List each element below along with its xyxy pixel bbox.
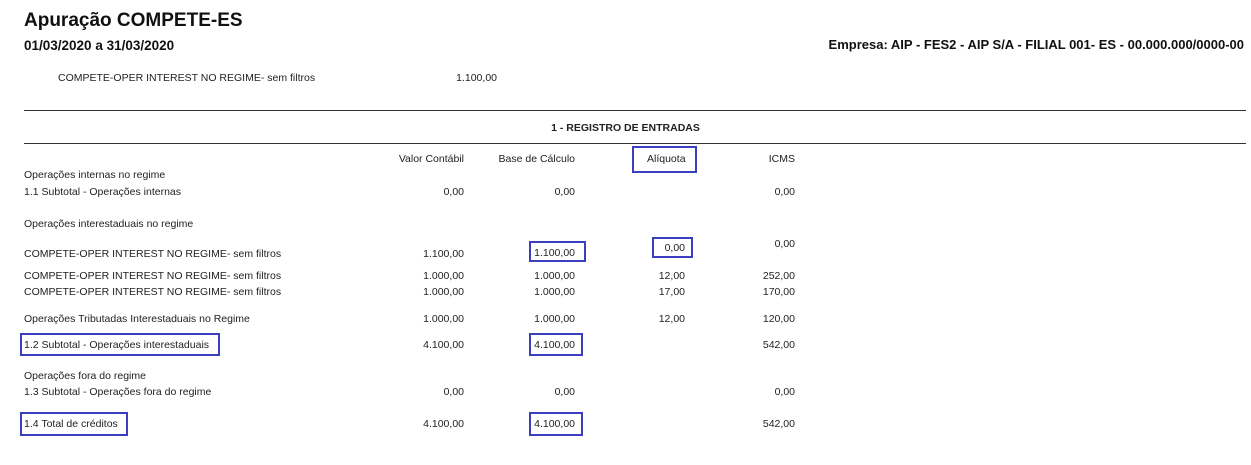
row-1-base-calculo: 1.100,00 (534, 247, 575, 259)
subtotal-11-label: 1.1 Subtotal - Operações internas (24, 186, 182, 198)
row-4-base-calculo: 1.000,00 (534, 313, 575, 325)
section-top-rule (24, 110, 1246, 111)
row-1-label: COMPETE-OPER INTEREST NO REGIME- sem filtros (24, 248, 282, 260)
company-info: Empresa: AIP - FES2 - AIP S/A - FILIAL 001- ES - 00.000.000/0000-00 (828, 37, 1244, 52)
highlight-box-row-1-base-calculo (529, 241, 586, 262)
row-3-label: COMPETE-OPER INTEREST NO REGIME- sem filtros (24, 286, 282, 298)
subtotal-11-base-calculo: 0,00 (554, 186, 575, 198)
col-header-base-calculo: Base de Cálculo (498, 153, 575, 165)
row-3-valor-contabil: 1.000,00 (423, 286, 464, 298)
row-4-aliquota: 12,00 (658, 313, 685, 325)
group-label-interestaduais: Operações interestaduais no regime (24, 218, 194, 230)
col-header-aliquota: Alíquota (647, 153, 686, 165)
summary-value: 1.100,00 (456, 72, 497, 84)
row-1-icms: 0,00 (774, 238, 795, 250)
group-label-fora: Operações fora do regime (24, 370, 146, 382)
subtotal-13-label: 1.3 Subtotal - Operações fora do regime (24, 386, 212, 398)
summary-label: COMPETE-OPER INTEREST NO REGIME- sem filtros (58, 72, 316, 84)
subtotal-12-label: 1.2 Subtotal - Operações interestaduais (24, 339, 210, 351)
row-2-valor-contabil: 1.000,00 (423, 270, 464, 282)
row-4-icms: 120,00 (762, 313, 795, 325)
total-14-valor-contabil: 4.100,00 (423, 418, 464, 430)
highlight-box-total-14-label (20, 412, 128, 436)
group-label-internas: Operações internas no regime (24, 169, 166, 181)
section-title: 1 - REGISTRO DE ENTRADAS (551, 122, 700, 134)
row-2-icms: 252,00 (762, 270, 795, 282)
highlight-box-row-1-aliquota (652, 237, 693, 258)
section-bottom-rule (24, 143, 1246, 144)
report-title: Apuração COMPETE-ES (24, 10, 243, 31)
subtotal-11-icms: 0,00 (774, 186, 795, 198)
total-14-icms: 542,00 (762, 418, 795, 430)
subtotal-12-icms: 542,00 (762, 339, 795, 351)
subtotal-13-base-calculo: 0,00 (554, 386, 575, 398)
row-2-base-calculo: 1.000,00 (534, 270, 575, 282)
subtotal-13-valor-contabil: 0,00 (443, 386, 464, 398)
subtotal-11-valor-contabil: 0,00 (443, 186, 464, 198)
highlight-box-subtotal-12-base-calculo (529, 333, 583, 356)
col-header-valor-contabil: Valor Contábil (398, 153, 464, 165)
row-1-valor-contabil: 1.100,00 (423, 248, 464, 260)
highlight-box-total-14-base-calculo (529, 412, 583, 436)
highlight-box-aliquota-header (632, 146, 697, 173)
col-header-icms: ICMS (768, 153, 795, 165)
row-4-label: Operações Tributadas Interestaduais no Regime (24, 313, 250, 325)
row-1-aliquota: 0,00 (664, 242, 685, 254)
row-3-icms: 170,00 (762, 286, 795, 298)
report-period: 01/03/2020 a 31/03/2020 (24, 38, 175, 53)
subtotal-12-base-calculo: 4.100,00 (534, 339, 575, 351)
row-3-aliquota: 17,00 (658, 286, 685, 298)
subtotal-13-icms: 0,00 (774, 386, 795, 398)
subtotal-12-valor-contabil: 4.100,00 (423, 339, 464, 351)
row-3-base-calculo: 1.000,00 (534, 286, 575, 298)
highlight-box-subtotal-12-label (20, 333, 220, 356)
row-4-valor-contabil: 1.000,00 (423, 313, 464, 325)
total-14-base-calculo: 4.100,00 (534, 418, 575, 430)
row-2-aliquota: 12,00 (658, 270, 685, 282)
row-2-label: COMPETE-OPER INTEREST NO REGIME- sem filtros (24, 270, 282, 282)
total-14-label: 1.4 Total de créditos (24, 418, 118, 430)
